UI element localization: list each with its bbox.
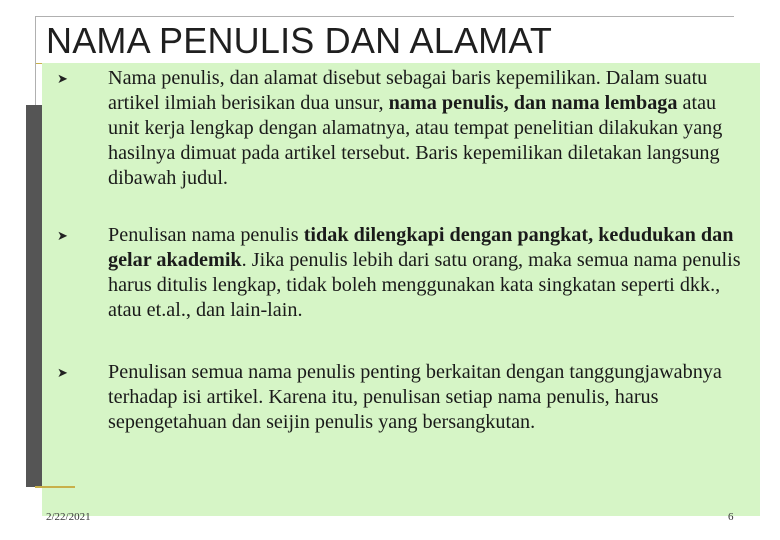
frame-top-line — [35, 16, 734, 17]
bullet-1-text-part-1: Nama penulis, dan alamat disebut sebagai baris kepemilikan. Dalam suatu artikel ilmiah berisikan dua unsur, — [108, 67, 708, 114]
bullet-1-bold-text: nama penulis, dan nama lembaga — [388, 92, 678, 114]
slide-title: NAMA PENULIS DAN ALAMAT — [46, 20, 553, 61]
bullet-3-text: Penulisan semua nama penulis penting berkaitan dengan tanggungjawabnya terhadap isi artikel. Karena itu, penulisan setiap nama penulis, harus sepengetahuan dan seijin penulis yang bersangkutan. — [108, 361, 722, 433]
arrowhead-bullet-icon: ➤ — [57, 72, 68, 87]
frame-bottom-accent — [35, 486, 75, 488]
bullet-text-2 — [108, 223, 748, 323]
bullet-2-bold-text: tidak dilengkapi dengan pangkat, kedudukan dan gelar akademik — [108, 224, 734, 271]
bullet-text-1 — [108, 66, 748, 191]
bullet-1-text-part-2: atau unit kerja lengkap dengan alamatnya, atau tempat penelitian dilakukan yang hasilnya dimuat pada artikel tersebut. Baris kepemilikan diletakan langsung dibawah judul. — [108, 92, 723, 189]
arrowhead-bullet-icon: ➤ — [57, 229, 68, 244]
decorative-side-strip — [26, 105, 42, 487]
content-box — [42, 63, 760, 516]
arrowhead-bullet-icon: ➤ — [57, 366, 68, 381]
bullet-2-text-part-1: Penulisan nama penulis — [108, 224, 304, 246]
bullet-text-3 — [108, 360, 748, 435]
footer-date: 2/22/2021 — [46, 511, 91, 523]
bullet-2-text-part-2: . Jika penulis lebih dari satu orang, maka semua nama penulis harus ditulis lengkap, tidak boleh menggunakan kata singkatan seperti dkk., atau et.al., dan lain-lain. — [108, 249, 741, 321]
page-number: 6 — [728, 511, 734, 523]
